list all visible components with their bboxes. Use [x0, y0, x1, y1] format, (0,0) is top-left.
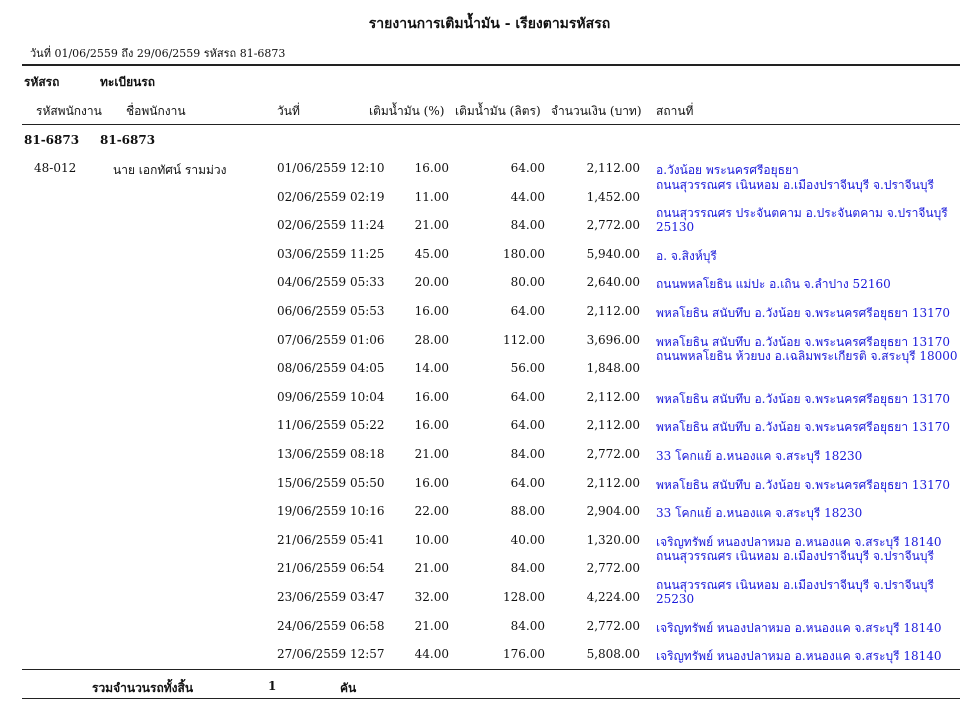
- row-amount: 5,940.00: [586, 246, 640, 261]
- row-place: ถนนพหลโยธิน ห้วยบง อ.เฉลิมพระเกียรติ จ.สระบุรี 18000: [656, 349, 958, 364]
- row-place: พหลโยธิน สนับทึบ อ.วังน้อย จ.พระนครศรีอยุธยา 13170: [656, 391, 951, 406]
- row-date: 23/06/2559 03:47: [277, 590, 385, 604]
- row-place: พหลโยธิน สนับทึบ อ.วังน้อย จ.พระนครศรีอยุธยา 13170: [656, 334, 951, 349]
- group-plate: 81-6873: [100, 133, 156, 147]
- row-place: 33 โคกแย้ อ.หนองแค จ.สระบุรี 18230: [656, 506, 863, 521]
- header-fill-pct: เติมน้ำมัน (%): [369, 104, 445, 118]
- top-rule: [22, 64, 960, 66]
- row-place: ถนนสุวรรณศร ประจันตคาม อ.ประจันตคาม จ.ปราจีนบุรี 25130: [656, 206, 948, 235]
- row-date: 21/06/2559 05:41: [277, 532, 385, 547]
- row-date: 27/06/2559 12:57: [277, 647, 385, 662]
- row-place: พหลโยธิน สนับทึบ อ.วังน้อย จ.พระนครศรีอยุธยา 13170: [656, 306, 951, 320]
- row-date: 08/06/2559 04:05: [277, 361, 385, 376]
- row-date: 04/06/2559 05:33: [277, 275, 385, 290]
- row-date: 03/06/2559 11:25: [277, 246, 385, 261]
- row-place: เจริญทรัพย์ หนองปลาหมอ อ.หนองแค จ.สระบุรี 18140: [656, 534, 942, 549]
- row-fill-liters: 84.00: [510, 618, 545, 633]
- row-fill-pct: 16.00: [414, 418, 449, 433]
- row-fill-liters: 64.00: [510, 475, 545, 490]
- row-date: 13/06/2559 08:18: [277, 447, 385, 461]
- header-emp-name: ชื่อพนักงาน: [126, 104, 186, 118]
- header-fill-liters: เติมน้ำมัน (ลิตร): [455, 104, 541, 118]
- row-amount: 4,224.00: [586, 590, 640, 604]
- row-fill-pct: 44.00: [414, 647, 449, 662]
- row-date: 15/06/2559 05:50: [277, 475, 385, 490]
- row-fill-liters: 128.00: [503, 590, 545, 604]
- row-fill-pct: 10.00: [414, 532, 449, 547]
- footer-label: รวมจำนวนรถทั้งสิ้น: [92, 681, 194, 695]
- row-fill-pct: 21.00: [414, 618, 449, 633]
- row-amount: 2,772.00: [586, 618, 640, 633]
- row-fill-pct: 28.00: [414, 332, 449, 347]
- row-place: ถนนสุวรรณศร เนินหอม อ.เมืองปราจีนบุรี จ.ปราจีนบุรี: [656, 549, 934, 564]
- row-amount: 2,904.00: [586, 504, 640, 519]
- row-date: 02/06/2559 11:24: [277, 218, 385, 233]
- row-amount: 2,112.00: [586, 475, 640, 490]
- footer-unit: คัน: [340, 681, 357, 695]
- table-row: [0, 476, 979, 504]
- row-amount: 5,808.00: [586, 647, 640, 662]
- row-fill-liters: 64.00: [510, 418, 545, 433]
- row-date: 09/06/2559 10:04: [277, 389, 385, 404]
- table-row: [0, 304, 979, 332]
- row-amount: 2,112.00: [586, 161, 640, 175]
- row-date: 06/06/2559 05:53: [277, 304, 385, 318]
- table-row: [0, 619, 979, 647]
- row-date: 02/06/2559 02:19: [277, 189, 385, 204]
- header-place: สถานที่: [656, 104, 694, 118]
- row-fill-pct: 21.00: [414, 218, 449, 233]
- row-amount: 1,848.00: [586, 361, 640, 376]
- row-place: 33 โคกแย้ อ.หนองแค จ.สระบุรี 18230: [656, 449, 863, 463]
- row-fill-pct: 16.00: [414, 161, 449, 175]
- row-amount: 3,696.00: [586, 332, 640, 347]
- table-row: [0, 647, 979, 675]
- header-plate: ทะเบียนรถ: [100, 75, 156, 89]
- row-amount: 1,452.00: [586, 189, 640, 204]
- row-fill-liters: 112.00: [503, 332, 545, 347]
- row-fill-pct: 22.00: [414, 504, 449, 519]
- row-amount: 2,112.00: [586, 418, 640, 433]
- employee-code: 48-012: [34, 161, 77, 175]
- row-amount: 2,772.00: [586, 561, 640, 576]
- row-fill-liters: 44.00: [510, 189, 545, 204]
- row-fill-pct: 16.00: [414, 304, 449, 318]
- row-date: 07/06/2559 01:06: [277, 332, 385, 347]
- report-subtitle: วันที่ 01/06/2559 ถึง 29/06/2559 รหัสรถ 81-6873: [30, 47, 286, 60]
- row-amount: 2,772.00: [586, 447, 640, 461]
- row-amount: 1,320.00: [586, 532, 640, 547]
- row-place: ถนนพหลโยธิน แม่ปะ อ.เถิน จ.ลำปาง 52160: [656, 277, 891, 292]
- row-date: 01/06/2559 12:10: [277, 161, 385, 175]
- row-fill-liters: 64.00: [510, 161, 545, 175]
- row-amount: 2,112.00: [586, 389, 640, 404]
- group-car-code: 81-6873: [24, 133, 80, 147]
- table-row: [0, 349, 979, 389]
- row-place: เจริญทรัพย์ หนองปลาหมอ อ.หนองแค จ.สระบุรี 18140: [656, 649, 942, 664]
- header-car-code: รหัสรถ: [24, 75, 60, 89]
- row-fill-pct: 16.00: [414, 475, 449, 490]
- table-row: [0, 418, 979, 446]
- header-emp-code: รหัสพนักงาน: [36, 104, 102, 118]
- row-date: 21/06/2559 06:54: [277, 561, 385, 576]
- row-amount: 2,112.00: [586, 304, 640, 318]
- row-place: ถนนสุวรรณศร เนินหอม อ.เมืองปราจีนบุรี จ.ปราจีนบุรี: [656, 177, 934, 192]
- row-fill-liters: 56.00: [510, 361, 545, 376]
- header-amount: จำนวนเงิน (บาท): [551, 104, 642, 118]
- table-row: [0, 390, 979, 418]
- row-amount: 2,640.00: [586, 275, 640, 290]
- header-rule: [22, 124, 960, 125]
- row-fill-liters: 84.00: [510, 218, 545, 233]
- row-fill-pct: 11.00: [414, 189, 449, 204]
- row-date: 11/06/2559 05:22: [277, 418, 385, 433]
- table-row: [0, 578, 979, 618]
- row-place: พหลโยธิน สนับทึบ อ.วังน้อย จ.พระนครศรีอยุธยา 13170: [656, 477, 951, 492]
- table-row: [0, 275, 979, 303]
- footer-count: 1: [268, 679, 277, 693]
- row-fill-pct: 45.00: [414, 246, 449, 261]
- row-place: อ.วังน้อย พระนครศรีอยุธยา: [656, 163, 799, 177]
- row-fill-liters: 84.00: [510, 561, 545, 576]
- row-fill-liters: 64.00: [510, 304, 545, 318]
- row-place: เจริญทรัพย์ หนองปลาหมอ อ.หนองแค จ.สระบุรี 18140: [656, 620, 942, 635]
- row-fill-pct: 21.00: [414, 447, 449, 461]
- row-fill-pct: 14.00: [414, 361, 449, 376]
- row-fill-liters: 84.00: [510, 447, 545, 461]
- row-fill-liters: 40.00: [510, 532, 545, 547]
- header-date: วันที่: [277, 104, 300, 118]
- row-fill-pct: 32.00: [414, 590, 449, 604]
- employee-name: นาย เอกทัศน์ รามม่วง: [113, 163, 227, 177]
- row-fill-liters: 176.00: [503, 647, 545, 662]
- footer-rule-top: [22, 669, 960, 670]
- row-place: อ. จ.สิงห์บุรี: [656, 248, 717, 263]
- report-title: รายงานการเติมน้ำมัน - เรียงตามรหัสรถ: [368, 16, 611, 32]
- row-fill-liters: 64.00: [510, 389, 545, 404]
- row-fill-liters: 80.00: [510, 275, 545, 290]
- row-place: ถนนสุวรรณศร เนินหอม อ.เมืองปราจีนบุรี จ.ปราจีนบุรี 25230: [656, 578, 934, 606]
- row-date: 24/06/2559 06:58: [277, 618, 385, 633]
- row-date: 19/06/2559 10:16: [277, 504, 385, 519]
- table-row: [0, 504, 979, 532]
- row-fill-pct: 16.00: [414, 389, 449, 404]
- footer-rule-bottom: [22, 698, 960, 699]
- row-fill-liters: 88.00: [510, 504, 545, 519]
- row-fill-pct: 20.00: [414, 275, 449, 290]
- table-row: [0, 247, 979, 275]
- row-fill-liters: 180.00: [503, 246, 545, 261]
- table-row: [0, 447, 979, 475]
- row-fill-pct: 21.00: [414, 561, 449, 576]
- row-amount: 2,772.00: [586, 218, 640, 233]
- row-place: พหลโยธิน สนับทึบ อ.วังน้อย จ.พระนครศรีอยุธยา 13170: [656, 420, 951, 435]
- table-row: [0, 206, 979, 246]
